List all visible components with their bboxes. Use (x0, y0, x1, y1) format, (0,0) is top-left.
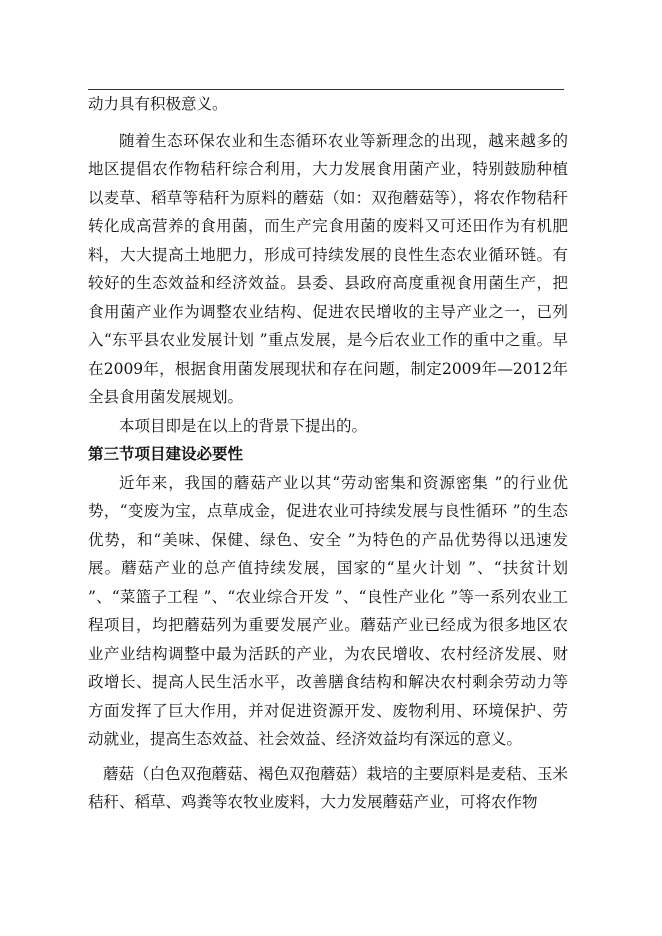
continuation-line: 动力具有积极意义。 (88, 95, 228, 113)
section-heading: 第三节项目建设必要性 (88, 445, 244, 463)
paragraph-ecology: 随着生态环保农业和生态循环农业等新理念的出现，越来越多的地区提倡农作物秸秆综合利用，大力发展食用菌产业，特别鼓励种植以麦草、稻草等秸秆为原料的蘑菇（如：双孢蘑菇等），将农作物秸秆转化成高营养的食用菌，而生产完食用菌的废料又可还田作为有机肥料，大大提高土地肥力，形成可持续发展的良性生态农业循环链。有较好的生态效益和经济效益。县委、县政府高度重视食用菌生产，把食用菌产业作为调整农业结构、促进农民增收的主导产业之一，已列入“东平县农业发展计划 ”重点发展，是今后农业工作的重中之重。早在2009年，根据食用菌发展现状和存在问题，制定2009年—2012年全县食用菌发展规划。 (88, 131, 568, 406)
document-body (88, 90, 568, 817)
paragraph-necessity: 近年来，我国的蘑菇产业以其“劳动密集和资源密集 ”的行业优势，“变废为宝，点草成金，促进农业可持续发展与良性循环 ”的生态优势，和“美味、保健、绿色、安全 ”为特色的产品优势得以迅速发展。蘑菇产业的总产值持续发展，国家的“星火计划 ”、“扶贫计划 ”、“菜篮子工程 ”、“农业综合开发 ”、“良性产业化 ”等一系列农业工程项目，均把蘑菇列为重要发展产业。蘑菇产业已经成为很多地区农业产业结构调整中最为活跃的产业，为农民增收、农村经济发展、财政增长、提高人民生活水平，改善膳食结构和解决农村剩余劳动力等方面发挥了巨大作用，并对促进资源开发、废物利用、环境保护、劳动就业，提高生态效益、社会效益、经济效益均有深远的意义。 (88, 473, 568, 748)
paragraph-background: 本项目即是在以上的背景下提出的。 (119, 416, 368, 435)
paragraph-materials: 蘑菇（白色双孢蘑菇、褐色双孢蘑菇）栽培的主要原料是麦秸、玉米秸秆、稻草、鸡粪等农牧业废料，大力发展蘑菇产业，可将农作物 (88, 764, 569, 811)
